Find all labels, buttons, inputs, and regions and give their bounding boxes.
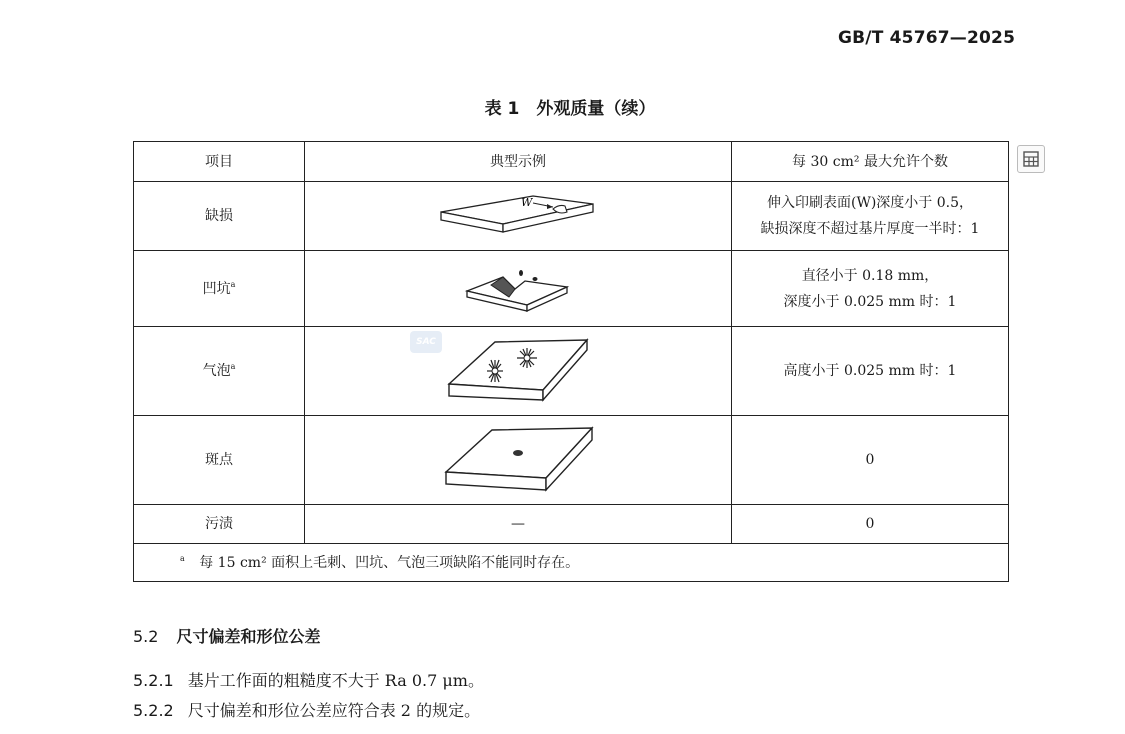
grid-table-icon — [1022, 150, 1040, 168]
table-row — [134, 416, 1009, 505]
clause-5-2-1: 5.2.1 基片工作面的粗糙度不大于 Ra 0.7 μm。 — [133, 671, 484, 690]
figure-label-w: W — [521, 196, 533, 209]
pit-defect-figure — [463, 263, 573, 315]
clause-5-2-2: 5.2.2 尺寸偏差和形位公差应符合表 2 的规定。 — [133, 701, 481, 720]
spot-defect-figure — [442, 426, 594, 494]
limit-cell: 伸入印刷表面(W)深度小于 0.5， 缺损深度不超过基片厚度一半时：1 — [732, 182, 1009, 251]
item-cell: 斑点 — [134, 416, 305, 505]
item-cell: 气泡$^a$ — [134, 327, 305, 416]
bubble-defect-figure — [443, 338, 593, 404]
limit-cell: 0 — [732, 416, 1009, 505]
footnote-marker: a — [230, 362, 236, 371]
sac-watermark: SAC — [410, 331, 442, 353]
table-row — [134, 251, 1009, 327]
table-row — [134, 182, 1009, 251]
section-heading-5-2: 5.2 尺寸偏差和形位公差 — [133, 627, 321, 646]
appearance-quality-table — [133, 141, 1009, 582]
example-cell — [305, 416, 732, 505]
standard-code: GB/T 45767—2025 — [838, 28, 1016, 48]
item-cell: 污渍 — [134, 505, 305, 544]
column-header-example: 典型示例 — [305, 142, 732, 182]
limit-cell: 直径小于 0.18 mm， 深度小于 0.025 mm 时：1 — [732, 251, 1009, 327]
table-view-icon[interactable] — [1017, 145, 1045, 173]
limit-cell: 0 — [732, 505, 1009, 544]
footnote-marker: a — [180, 553, 185, 563]
table-row — [134, 505, 1009, 544]
chip-defect-figure — [433, 190, 603, 242]
table-row — [134, 327, 1009, 416]
table-note: $^a$ 每 15 cm² 面积上毛刺、凹坑、气泡三项缺陷不能同时存在。 — [134, 544, 1009, 582]
limit-cell: 高度小于 0.025 mm 时：1 — [732, 327, 1009, 416]
item-cell: 缺损 — [134, 182, 305, 251]
table-header-row — [134, 142, 1009, 182]
footnote-marker: a — [230, 279, 236, 289]
example-cell: — — [305, 505, 732, 544]
example-cell — [305, 251, 732, 327]
item-cell: 凹坑$^a$ — [134, 251, 305, 327]
example-cell — [305, 182, 732, 251]
table-title: 表 1 外观质量（续） — [484, 99, 656, 119]
example-cell — [305, 327, 732, 416]
column-header-item: 项目 — [134, 142, 305, 182]
table-note-row — [134, 544, 1009, 582]
column-header-max-count: 每 30 cm² 最大允许个数 — [732, 142, 1009, 182]
